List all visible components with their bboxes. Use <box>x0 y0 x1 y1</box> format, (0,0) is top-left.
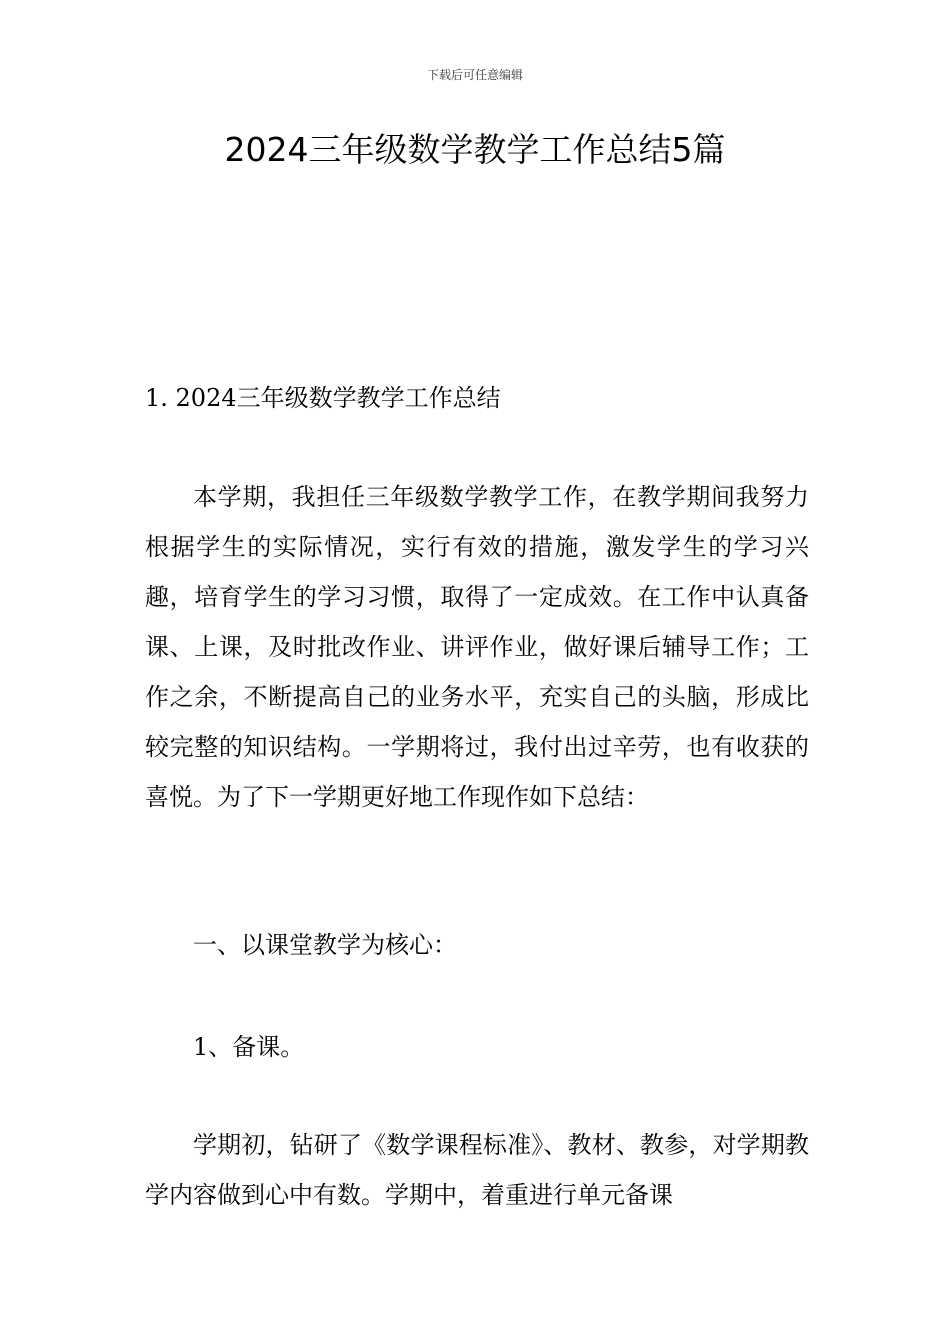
lesson-prep-paragraph: 学期初，钻研了《数学课程标准》、教材、教参，对学期教学内容做到心中有数。学期中，着重进行单元备课 <box>145 1131 809 1209</box>
section-heading: 1. 2024三年级数学教学工作总结 <box>145 384 501 412</box>
document-title: 2024三年级数学教学工作总结5篇 <box>224 130 726 169</box>
intro-paragraph: 本学期，我担任三年级数学教学工作，在教学期间我努力根据学生的实际情况，实行有效的措施，激发学生的学习兴趣，培育学生的学习习惯，取得了一定成效。在工作中认真备课、上课，及时批改作业、讲评作业，做好课后辅导工作；工作之余，不断提高自己的业务水平，充实自己的头脑，形成比较完整的知识结构。一学期将过，我付出过辛劳，也有收获的喜悦。为了下一学期更好地工作现作如下总结： <box>145 483 809 811</box>
subheading-classroom-teaching: 一、以课堂教学为核心： <box>193 931 457 959</box>
subheading-lesson-prep: 1、备课。 <box>193 1033 305 1061</box>
header-note: 下载后可任意编辑 <box>426 68 523 82</box>
